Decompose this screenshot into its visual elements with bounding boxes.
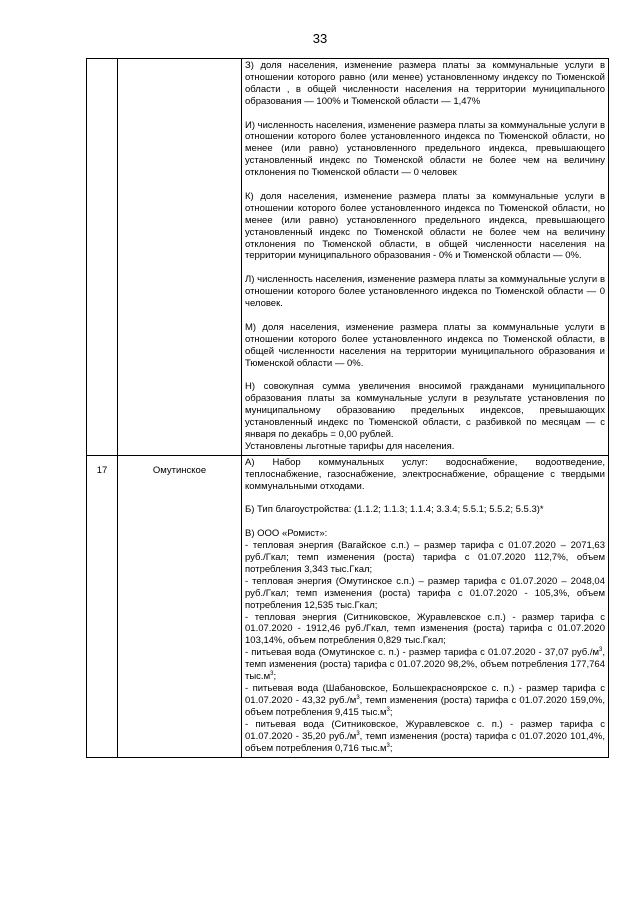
tariff-note: Установлены льготные тарифы для населения. (245, 440, 455, 452)
tariff-text: , темп изменения (роста) тарифа с 01.07.2020 98,2%, объем потребления 177,764 тыс.м (245, 647, 605, 683)
superscript: 3 (356, 730, 360, 737)
data-table (86, 58, 609, 758)
paragraph-i: И) численность населения, изменение размера платы за коммунальные услуги в отношении которого более установленного индекса по Тюменской области, но менее (или равно) установленного предельного индекса, превышающего установленный индекс по Тюменской области не более чем на величину отклонения по Тюменской области — 0 человек (245, 119, 605, 179)
services-set: А) Набор коммунальных услуг: водоснабжение, водоотведение, теплоснабжение, газоснабжение, электроснабжение, обращение с твердыми коммунальными отходами. (245, 456, 605, 492)
tariff-text: - питьевая вода (Ситниковское, Журавлевское с. п.) - размер тарифа с 01.07.2020 - 35,20 руб./м (245, 718, 605, 742)
paragraph-k: К) доля населения, изменение размера платы за коммунальные услуги в отношении которого более установленного индекса по Тюменской области, но менее (или равно) установленного предельного индекса, превышающего установленный индекс по Тюменской области не более чем на величину отклонения по Тюменской области, в общей численности населения на территории муниципального образования - 0% и Тюменской области — 0%. (245, 190, 605, 262)
improvement-type: Б) Тип благоустройства: (1.1.2; 1.1.3; 1.1.4; 3.3.4; 5.5.1; 5.5.2; 5.5.3)* (245, 504, 544, 516)
tariff-item: - тепловая энергия (Ситниковское, Журавлевское с.п.) - размер тарифа с 01.07.2020 - 1912,46 руб./Гкал, темп изменения (роста) тарифа с 01.07.2020 103,14%, объем потребления 0,829 тыс.Гкал; (245, 611, 605, 647)
page-number: 33 (312, 31, 328, 46)
superscript: 3 (386, 742, 390, 749)
table-row (87, 455, 609, 758)
tariff-item (245, 683, 605, 719)
superscript: 3 (386, 706, 390, 713)
paragraph-m: М) доля населения, изменение размера платы за коммунальные услуги в отношении которого более установленного индекса по Тюменской области, в общей численности населения на территории муниципального образования и Тюменской области — 0%. (245, 321, 605, 369)
paragraph-z: З) доля населения, изменение размера платы за коммунальные услуги в отношении которого равно (или менее) установленному индексу по Тюменской области , в общей численности населения на территории муниципального образования — 100% и Тюменской области — 1,47% (245, 60, 605, 107)
tariff-item: - тепловая энергия (Омутинское с.п.) – размер тарифа с 01.07.2020 – 2048,04 руб./Гкал; темп изменения (роста) тарифа с 01.07.2020 - 105,3%, объем потребления 12,535 тыс.Гкал; (245, 575, 605, 611)
superscript: 3 (599, 647, 603, 654)
tariff-text: , темп изменения (роста) тарифа с 01.07.2020 101,4%, объем потребления 0,716 тыс.м (245, 730, 605, 754)
paragraph-l: Л) численность населения, изменение размера платы за коммунальные услуги в отношении которого более установленного индекса по Тюменской области — 0 человек. (245, 274, 605, 310)
row-number (87, 59, 118, 456)
superscript: 3 (356, 694, 360, 701)
paragraph-n: Н) совокупная сумма увеличения вносимой гражданами муниципального образования платы за коммунальные услуги в результате установления по муниципальному образованию предельных индексов, превышающих установленный индекс по Тюменской области, с разбивкой по месяцам — с января по декабрь = 0,00 рублей. (245, 381, 605, 441)
tariff-text: - питьевая вода (Шабановское, Большекрасноярское с. п.) - размер тарифа с 01.07.2020 - 43,32 руб./м (245, 683, 605, 706)
tariff-item (245, 719, 605, 755)
tariff-text: ; (389, 706, 393, 718)
municipality-name: Омутинское (118, 455, 242, 758)
tariff-text: ; (389, 742, 393, 754)
row-description (242, 455, 609, 758)
table-row (87, 59, 609, 456)
tariff-item: - тепловая энергия (Вагайское с.п.) – размер тарифа с 01.07.2020 – 2071,63 руб./Гкал; темп изменения (роста) тарифа с 01.07.2020 112,7%, объем потребления 3,343 тыс.Гкал; (245, 540, 605, 575)
row-description (242, 59, 609, 456)
tariff-text: - питьевая вода (Омутинское с. п.) - размер тарифа с 01.07.2020 - 37,07 руб./м (245, 647, 600, 659)
provider-title: В) ООО «Ромист»: (245, 528, 328, 540)
tariff-text: , темп изменения (роста) тарифа с 01.07.2020 159,0%, объем потребления 9,415 тыс.м (245, 694, 605, 718)
municipality-name (118, 59, 242, 456)
superscript: 3 (270, 671, 274, 678)
row-number: 17 (87, 455, 118, 758)
tariff-item (245, 647, 605, 683)
tariff-text: ; (273, 671, 277, 683)
